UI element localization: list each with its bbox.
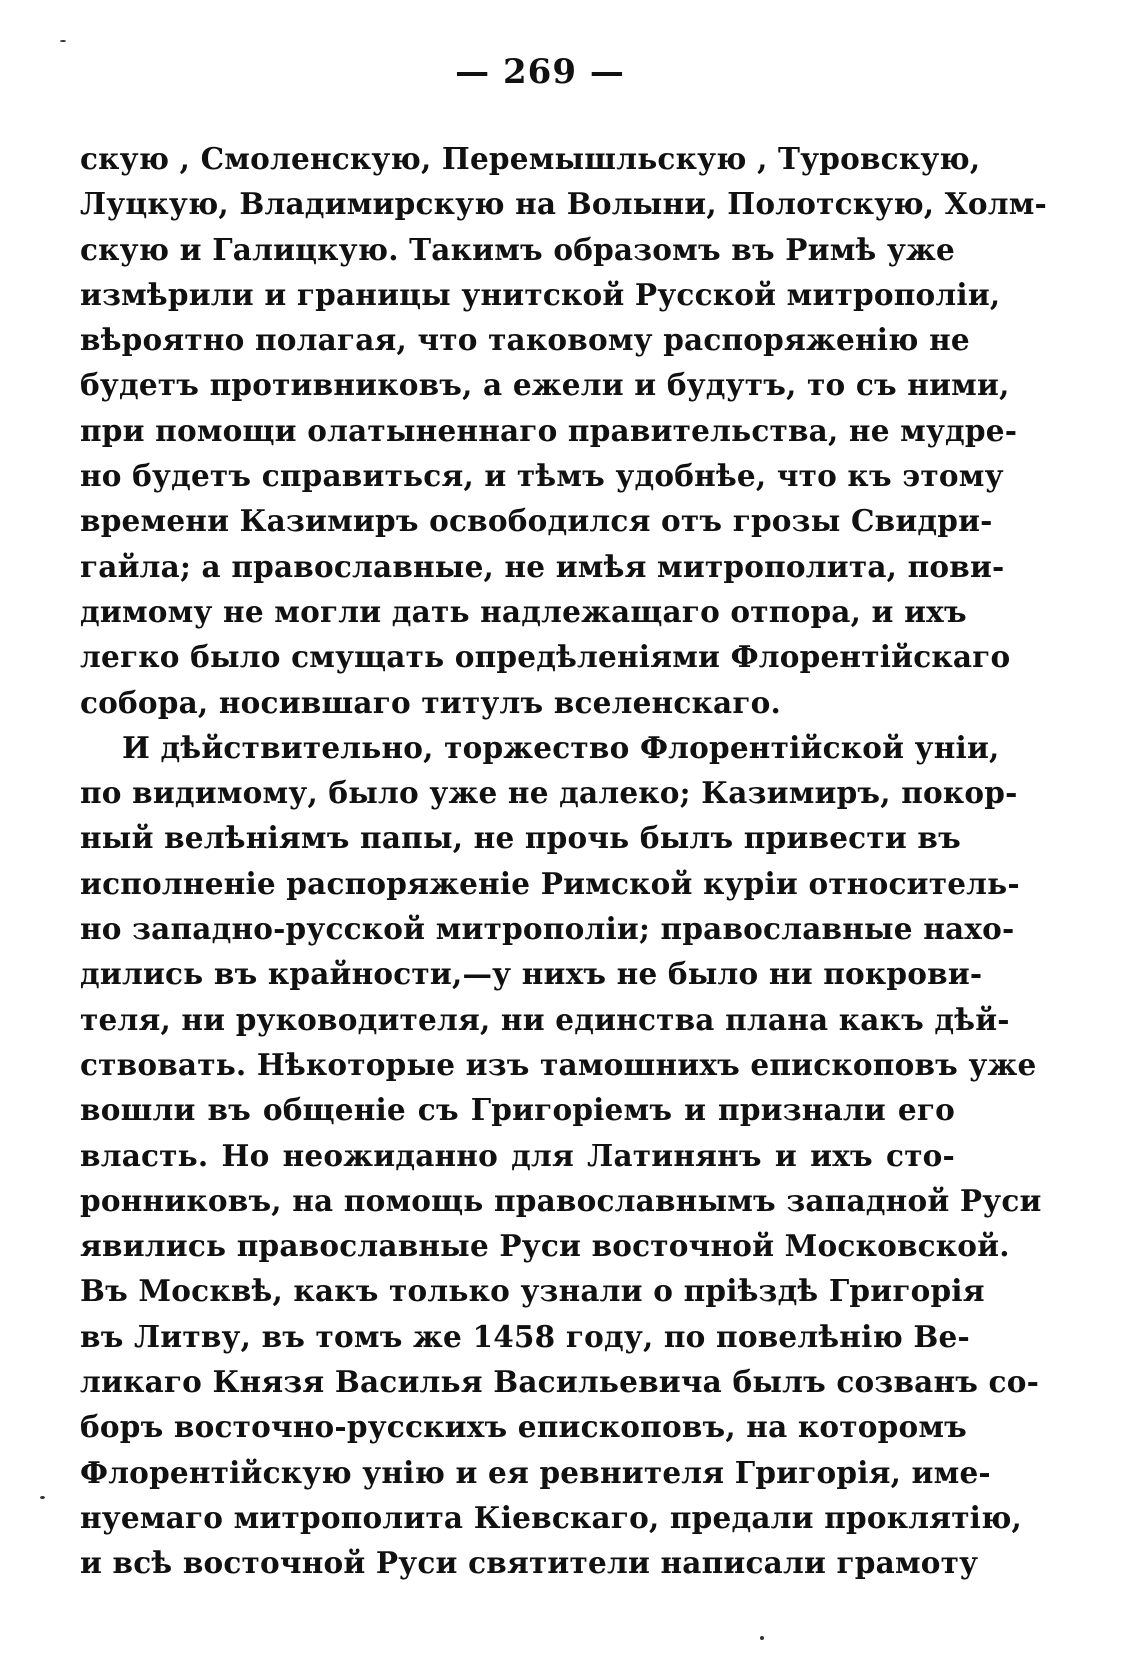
text-line: будетъ противниковъ, а ежели и будутъ, то съ ними, <box>80 367 1010 403</box>
text-line: гайла; а православные, не имѣя митрополита, пови- <box>80 548 1005 584</box>
text-line: скую , Смоленскую, Перемышльскую , Туровскую, <box>80 141 981 176</box>
text-line: скую и Галицкую. Такимъ образомъ въ Римѣ уже <box>80 231 955 267</box>
text-line: явились православные Руси восточной Московской. <box>80 1228 1010 1264</box>
text-line: легко было смущать опредѣленіями Флорентійскаго <box>80 639 1011 675</box>
text-line: измѣрили и границы унитской Русской митрополіи, <box>80 276 1001 312</box>
text-line: нуемаго митрополита Кіевскаго, предали проклятію, <box>80 1499 1023 1535</box>
ink-speck <box>60 40 66 42</box>
text-line: Луцкую, Владимирскую на Волыни, Полотскую, Холм- <box>80 186 1047 222</box>
paragraph-start-line: И дѣйствительно, торжество Флорентійской уніи, <box>122 729 1000 765</box>
text-line: по видимому, было уже не далеко; Казимиръ, покор- <box>80 775 1018 811</box>
body-text <box>80 136 1047 1586</box>
text-line: теля, ни руководителя, ни единства плана какъ дѣй- <box>80 1001 1010 1037</box>
text-line: Въ Москвѣ, какъ только узнали о пріѣздѣ Григорія <box>80 1273 985 1309</box>
text-line: Флорентійскую унію и ея ревнителя Григорія, име- <box>80 1454 991 1490</box>
text-line: дились въ крайности,—у нихъ не было ни покрови- <box>80 956 983 992</box>
text-line: боръ восточно-русскихъ епископовъ, на которомъ <box>80 1409 967 1445</box>
text-line: исполненіе распоряженіе Римской куріи относитель- <box>80 865 1020 901</box>
text-line: въ Литву, въ томъ же 1458 году, по повелѣнію Ве- <box>80 1318 970 1354</box>
text-line: вѣроятно полагая, что таковому распоряженію не <box>80 322 970 358</box>
text-line: времени Казимиръ освободился отъ грозы Свидри- <box>80 503 993 539</box>
text-line: власть. Но неожиданно для Латинянъ и ихъ сто- <box>80 1137 955 1173</box>
text-line: при помощи олатыненнаго правительства, не мудре- <box>80 412 1018 448</box>
text-line: но будетъ справиться, и тѣмъ удобнѣе, что къ этому <box>80 458 1004 494</box>
text-line: димому не могли дать надлежащаго отпора, и ихъ <box>80 593 967 629</box>
text-line: ный велѣніямъ папы, не прочь былъ привести въ <box>80 820 961 856</box>
text-line: и всѣ восточной Руси святители написали грамоту <box>80 1545 979 1581</box>
text-line: вошли въ общеніе съ Григоріемъ и признали его <box>80 1092 955 1128</box>
text-line: ликаго Князя Василья Васильевича былъ созванъ со- <box>80 1364 1040 1400</box>
text-line: но западно-русской митрополіи; православные нахо- <box>80 911 1015 947</box>
text-line: собора, носившаго титулъ вселенскаго. <box>80 684 781 720</box>
ink-speck <box>760 1636 764 1640</box>
page-number: — 269 — <box>455 52 625 92</box>
text-line: ронниковъ, на помощь православнымъ западной Руси <box>80 1182 1042 1218</box>
text-line: ствовать. Нѣкоторые изъ тамошнихъ епископовъ уже <box>80 1046 1037 1082</box>
ink-speck <box>40 1496 45 1499</box>
